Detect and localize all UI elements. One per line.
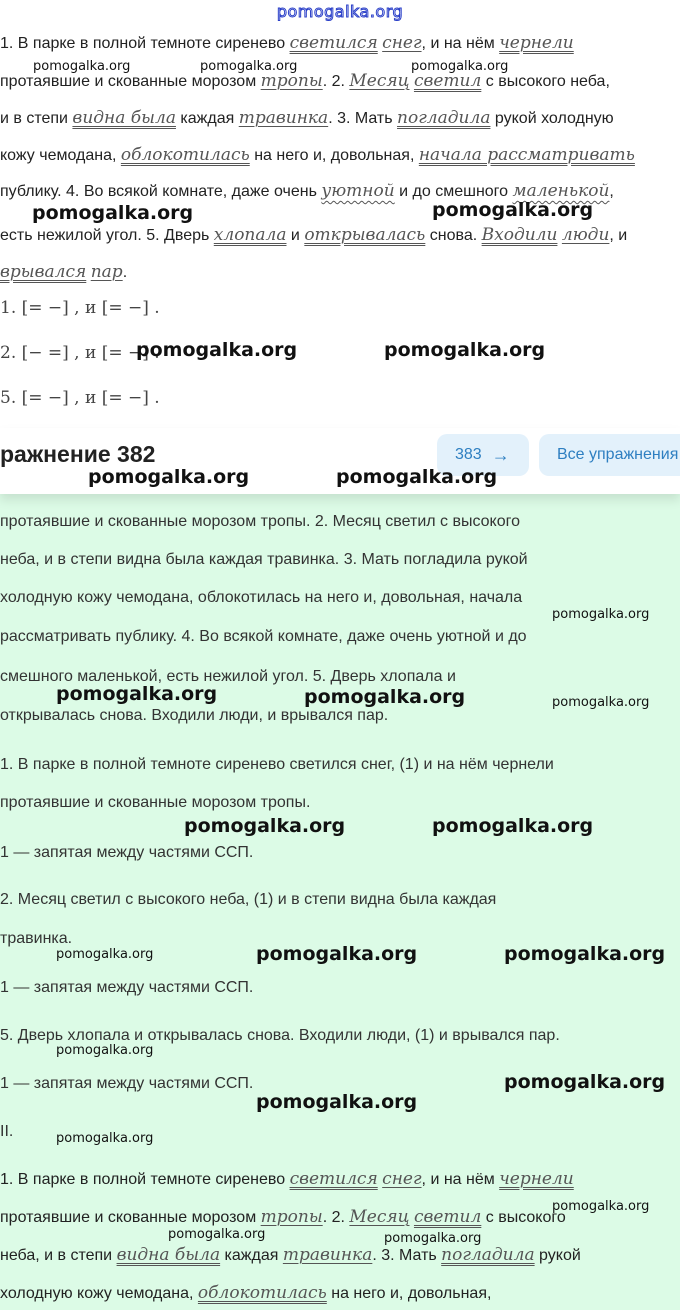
next-exercise-button[interactable] xyxy=(437,434,529,476)
answer-marked-line xyxy=(0,1169,574,1189)
watermark: pomogalka.org xyxy=(552,607,650,622)
watermark: pomogalka.org xyxy=(411,59,509,74)
watermark: pomogalka.org xyxy=(304,686,466,708)
marked-word: чернели xyxy=(499,33,574,53)
watermark: pomogalka.org xyxy=(88,466,250,488)
answer-line: протаявшие и скованные морозом тропы. xyxy=(0,794,311,811)
marked-word: видна была xyxy=(116,1245,221,1265)
text-run: холодную кожу чемодана, xyxy=(0,1285,198,1302)
text-run: , и xyxy=(609,227,628,244)
text-run: . 3. Мать xyxy=(328,110,398,127)
marked-word: врывался xyxy=(0,262,87,282)
marked-word: травинка xyxy=(282,1245,373,1265)
marked-word: облокотилась xyxy=(197,1283,327,1303)
answer-line: 1 — запятая между частями ССП. xyxy=(0,844,254,861)
watermark: pomogalka.org xyxy=(56,1131,154,1146)
text-run: кожу чемодана, xyxy=(0,147,121,164)
watermark: pomogalka.org xyxy=(336,466,498,488)
text-run: . 3. Мать xyxy=(372,1247,442,1264)
watermark: pomogalka.org xyxy=(504,1071,666,1093)
watermark: pomogalka.org xyxy=(432,815,594,837)
text-run: 1. В парке в полной темноте сиренево xyxy=(0,1171,290,1188)
text-run: публику. 4. Во всякой комнате, даже очень xyxy=(0,183,322,200)
marked-word: уютной xyxy=(321,181,395,201)
answer-line: 1 — запятая между частями ССП. xyxy=(0,979,254,996)
text-run: протаявшие и скованные морозом xyxy=(0,73,261,90)
marked-word: погладила xyxy=(441,1245,535,1265)
sentence-scheme: 1. [= −] , и [= −] . xyxy=(0,298,160,318)
marked-word: маленькой xyxy=(512,181,610,201)
marked-word: люди xyxy=(561,225,610,245)
marked-word: хлопала xyxy=(213,225,287,245)
watermark: pomogalka.org xyxy=(256,1091,418,1113)
exercise-line xyxy=(0,33,574,53)
text-run: на него и, довольная, xyxy=(326,1285,492,1302)
marked-word: тропы xyxy=(260,1207,323,1227)
marked-word: травинка xyxy=(238,108,329,128)
watermark: pomogalka.org xyxy=(32,202,194,224)
marked-word: снег xyxy=(382,33,422,53)
marked-word: Месяц xyxy=(349,1207,410,1227)
answer-line: неба, и в степи видна была каждая травинка. 3. Мать погладила рукой xyxy=(0,551,528,568)
exercise-line xyxy=(0,181,614,201)
answer-line: II. xyxy=(0,1123,14,1140)
marked-word: снег xyxy=(382,1169,422,1189)
exercise-line xyxy=(0,262,127,282)
text-run: 1. В парке в полной темноте сиренево xyxy=(0,35,290,52)
marked-word: чернели xyxy=(499,1169,574,1189)
watermark: pomogalka.org xyxy=(56,1043,154,1058)
text-run: рукой холодную xyxy=(490,110,614,127)
exercise-line xyxy=(0,108,614,128)
marked-word: облокотилась xyxy=(120,145,250,165)
watermark: pomogalka.org xyxy=(504,943,666,965)
marked-word: начала рассматривать xyxy=(418,145,635,165)
marked-word: светился xyxy=(289,33,378,53)
marked-word: светил xyxy=(413,1207,482,1227)
exercise-header xyxy=(0,428,680,494)
answer-line: открывалась снова. Входили люди, и врывался пар. xyxy=(0,707,389,724)
marked-word: Входили xyxy=(481,225,558,245)
marked-word: светился xyxy=(289,1169,378,1189)
marked-word: Месяц xyxy=(349,71,410,91)
answer-marked-line xyxy=(0,1207,566,1227)
answer-line: смешного маленькой, есть нежилой угол. 5. Дверь хлопала и xyxy=(0,668,456,685)
watermark: pomogalka.org xyxy=(136,339,298,361)
answer-panel xyxy=(0,494,680,1310)
text-run: . 2. xyxy=(322,73,350,90)
site-logo: pomogalka.org xyxy=(276,2,404,21)
text-run: , и на нём xyxy=(421,35,500,52)
text-run: . 2. xyxy=(322,1209,350,1226)
watermark: pomogalka.org xyxy=(184,815,346,837)
watermark: pomogalka.org xyxy=(56,947,154,962)
marked-word: светил xyxy=(413,71,482,91)
marked-word: пар xyxy=(90,262,123,282)
watermark: pomogalka.org xyxy=(168,1227,266,1242)
answer-line: 5. Дверь хлопала и открывалась снова. Входили люди, (1) и врывался пар. xyxy=(0,1027,560,1044)
text-run: и до смешного xyxy=(394,183,513,200)
text-run: и xyxy=(286,227,305,244)
answer-line: 2. Месяц светил с высокого неба, (1) и в степи видна была каждая xyxy=(0,891,497,908)
answer-marked-line xyxy=(0,1283,491,1303)
answer-line: протаявшие и скованные морозом тропы. 2. Месяц светил с высокого xyxy=(0,513,521,530)
watermark: pomogalka.org xyxy=(256,943,418,965)
next-exercise-label: 383 xyxy=(455,446,482,463)
watermark: pomogalka.org xyxy=(200,59,298,74)
marked-word: открывалась xyxy=(304,225,426,245)
sentence-scheme: 5. [= −] , и [= −] . xyxy=(0,388,160,408)
arrow-right-icon: → xyxy=(491,444,510,465)
marked-word: погладила xyxy=(397,108,491,128)
all-exercises-label: Все упражнения xyxy=(557,446,679,463)
text-run: неба, и в степи xyxy=(0,1247,117,1264)
watermark: pomogalka.org xyxy=(56,683,218,705)
answer-line: травинка. xyxy=(0,930,73,947)
text-run: , и на нём xyxy=(421,1171,500,1188)
text-run: , xyxy=(609,183,614,200)
exercise-line xyxy=(0,225,627,245)
text-run: и в степи xyxy=(0,110,73,127)
sentence-scheme: 2. [− =] , и [= −] . xyxy=(0,343,160,363)
text-run: рукой xyxy=(534,1247,581,1264)
watermark: pomogalka.org xyxy=(432,199,594,221)
answer-marked-line xyxy=(0,1245,581,1265)
watermark: pomogalka.org xyxy=(552,1199,650,1214)
all-exercises-button[interactable] xyxy=(539,434,680,476)
text-run: есть нежилой угол. 5. Дверь xyxy=(0,227,214,244)
watermark: pomogalka.org xyxy=(384,339,546,361)
text-run: каждая xyxy=(175,110,239,127)
text-run: . xyxy=(122,264,128,281)
exercise-title: ражнение 382 xyxy=(0,441,156,467)
watermark: pomogalka.org xyxy=(552,695,650,710)
watermark: pomogalka.org xyxy=(33,59,131,74)
exercise-line xyxy=(0,71,610,91)
marked-word: тропы xyxy=(260,71,323,91)
text-run: с высокого неба, xyxy=(481,73,610,90)
answer-line: 1 — запятая между частями ССП. xyxy=(0,1075,254,1092)
text-run: с высокого xyxy=(481,1209,566,1226)
answer-line: рассматривать публику. 4. Во всякой комнате, даже очень уютной и до xyxy=(0,628,527,645)
answer-line: холодную кожу чемодана, облокотилась на него и, довольная, начала xyxy=(0,589,523,606)
watermark: pomogalka.org xyxy=(384,1231,482,1246)
text-run: протаявшие и скованные морозом xyxy=(0,1209,261,1226)
marked-word: видна была xyxy=(72,108,176,128)
text-run: на него и, довольная, xyxy=(249,147,419,164)
text-run: каждая xyxy=(220,1247,283,1264)
answer-line: 1. В парке в полной темноте сиренево светился снег, (1) и на нём чернели xyxy=(0,756,554,773)
exercise-line xyxy=(0,145,635,165)
text-run: снова. xyxy=(425,227,482,244)
